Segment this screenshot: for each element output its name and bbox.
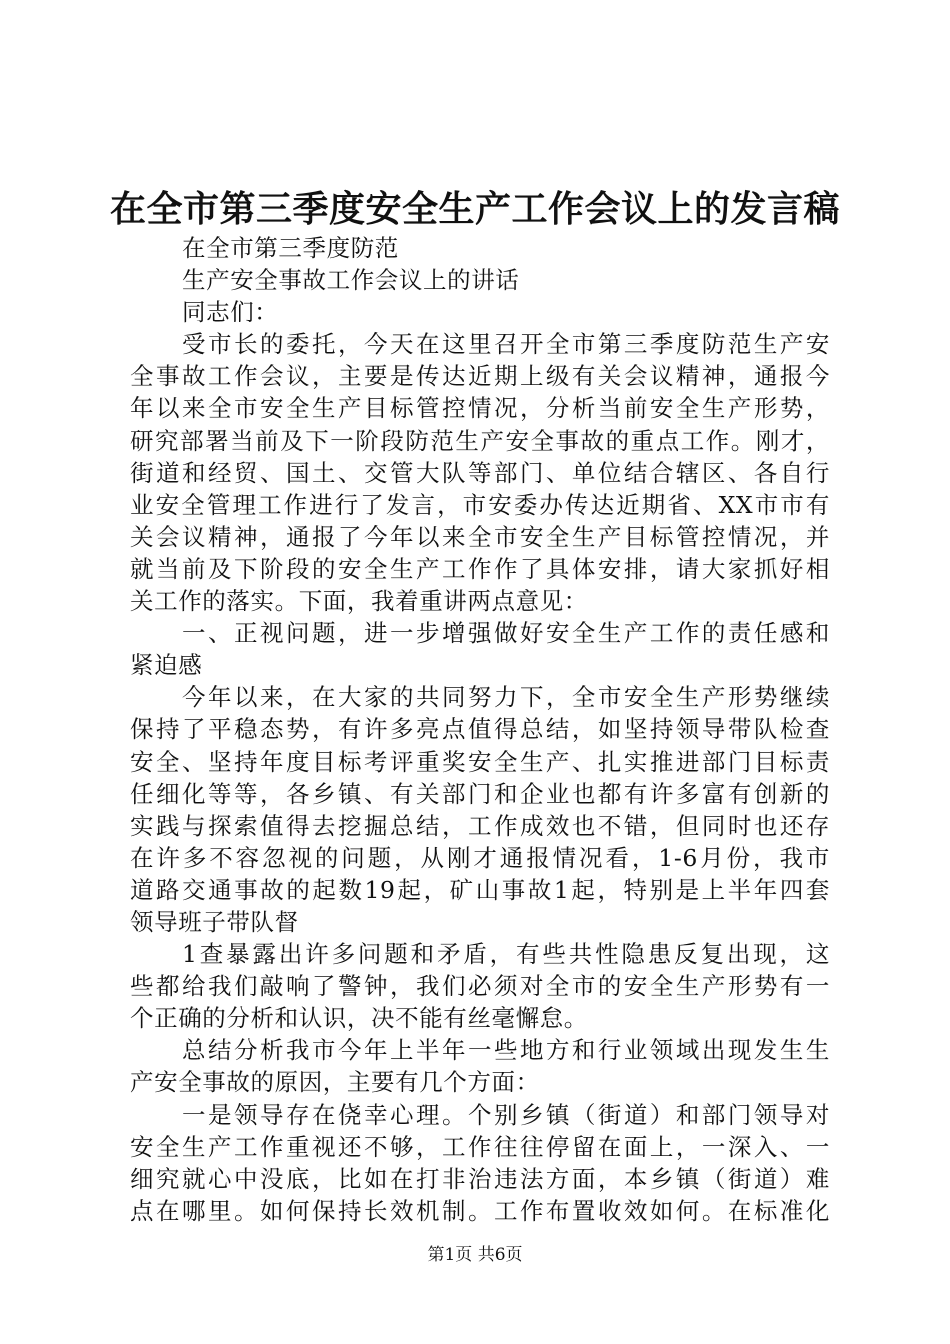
text-line: 道路交通事故的起数19起，矿山事故1起，特别是上半年四套: [130, 875, 830, 904]
text-line: 总结分析我市今年上半年一些地方和行业领域出现发生生: [182, 1036, 830, 1065]
text-line: 在许多不容忽视的问题，从刚才通报情况看，1-6月份，我市: [130, 843, 830, 872]
text-line: 任细化等等，各乡镇、有关部门和企业也都有许多富有创新的: [130, 779, 830, 808]
text-line: 个正确的分析和认识，决不能有丝毫懈怠。: [130, 1004, 588, 1033]
text-line: 保持了平稳态势，有许多亮点值得总结，如坚持领导带队检查: [130, 715, 830, 744]
text-line: 同志们：: [182, 298, 279, 327]
text-line: 领导班子带队督: [130, 907, 299, 936]
text-line: 就当前及下阶段的安全生产工作作了具体安排，请大家抓好相: [130, 554, 830, 583]
text-line: 研究部署当前及下一阶段防范生产安全事故的重点工作。刚才，: [130, 426, 830, 455]
text-line: 安全生产工作重视还不够，工作往往停留在面上，一深入、一: [130, 1132, 830, 1161]
text-line: 全事故工作会议，主要是传达近期上级有关会议精神，通报今: [130, 362, 830, 391]
text-line: 些都给我们敲响了警钟，我们必须对全市的安全生产形势有一: [130, 972, 830, 1001]
text-line: 年以来全市安全生产目标管控情况，分析当前安全生产形势，: [130, 394, 830, 423]
text-line: 点在哪里。如何保持长效机制。工作布置收效如何。在标准化: [130, 1196, 830, 1225]
text-line: 一、正视问题，进一步增强做好安全生产工作的责任感和: [182, 619, 830, 648]
text-line: 街道和经贸、国土、交管大队等部门、单位结合辖区、各自行: [130, 458, 830, 487]
text-line: 在全市第三季度防范: [182, 234, 399, 262]
text-line: 实践与探索值得去挖掘总结，工作成效也不错，但同时也还存: [130, 811, 830, 840]
text-line: 紧迫感: [130, 651, 203, 680]
text-line: 1查暴露出许多问题和矛盾，有些共性隐患反复出现，这: [182, 940, 830, 969]
text-line: 受市长的委托，今天在这里召开全市第三季度防范生产安: [182, 330, 830, 359]
text-line: 一是领导存在侥幸心理。个别乡镇（街道）和部门领导对: [182, 1100, 830, 1129]
text-line: 安全、坚持年度目标考评重奖安全生产、扎实推进部门目标责: [130, 747, 830, 776]
text-line: 生产安全事故工作会议上的讲话: [182, 266, 520, 295]
text-line: 关会议精神，通报了今年以来全市安全生产目标管控情况，并: [130, 522, 830, 551]
text-line: 细究就心中没底，比如在打非治违法方面，本乡镇（街道）难: [130, 1164, 830, 1193]
text-line: 今年以来，在大家的共同努力下，全市安全生产形势继续: [182, 683, 830, 712]
document-title: 在全市第三季度安全生产工作会议上的发言稿: [109, 188, 840, 230]
document-body: [130, 232, 830, 1227]
text-line: 业安全管理工作进行了发言，市安委办传达近期省、XX市市有: [130, 490, 830, 519]
text-line: 关工作的落实。下面，我着重讲两点意见：: [130, 587, 588, 616]
page-number-footer: 第1页 共6页: [427, 1245, 523, 1265]
text-line: 产安全事故的原因，主要有几个方面：: [130, 1068, 540, 1097]
